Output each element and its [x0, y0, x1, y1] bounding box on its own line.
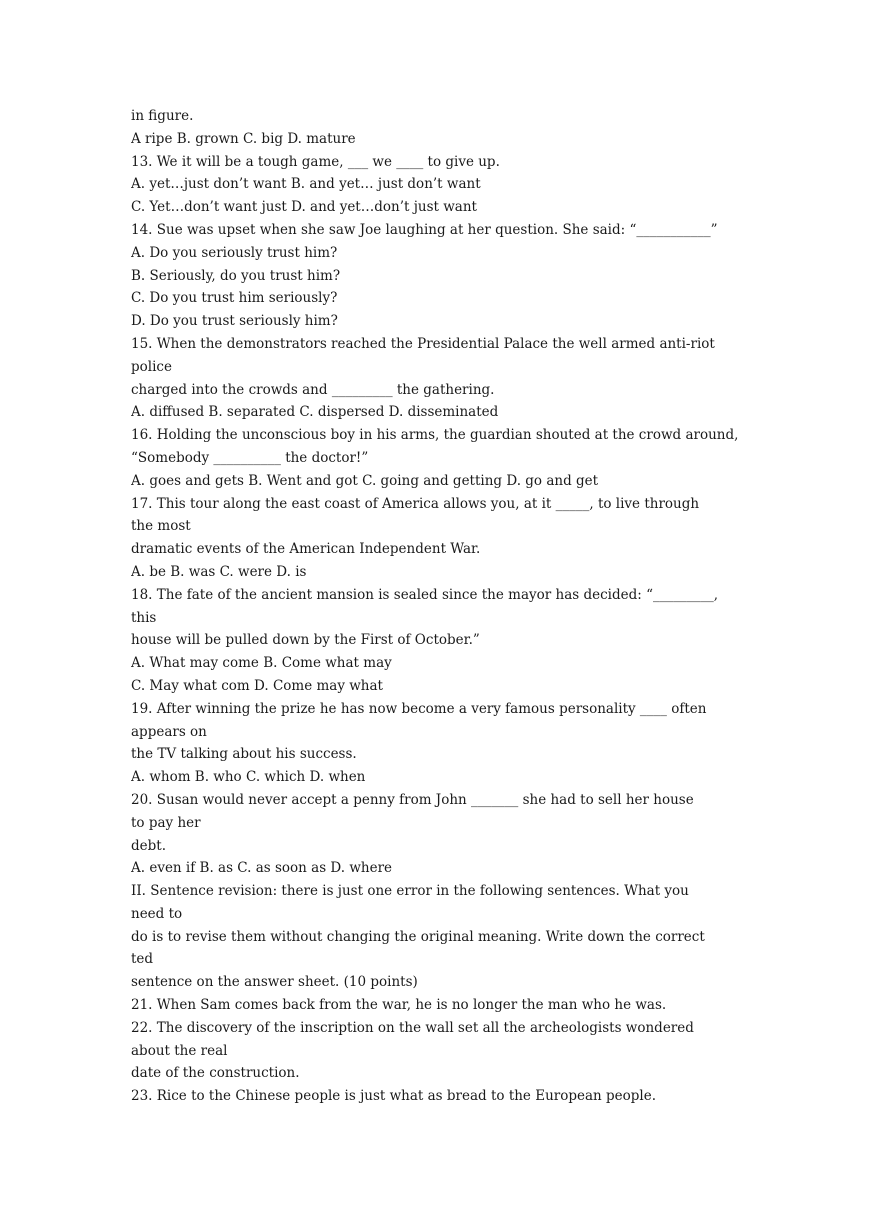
question-15-cont: charged into the crowds and _________ the gathering. [131, 381, 495, 398]
question-22-cont: about the real [131, 1042, 228, 1059]
question-15: 15. When the demonstrators reached the Presidential Palace the well armed anti-riot [131, 335, 715, 352]
answer-options-17: A. be B. was C. were D. is [131, 563, 307, 580]
text-line: in figure. [131, 108, 194, 124]
question-14: 14. Sue was upset when she saw Joe laughing at her question. She said: “___________” [131, 221, 718, 238]
question-21: 21. When Sam comes back from the war, he is no longer the man who he was. [131, 997, 667, 1014]
answer-options-19: A. whom B. who C. which D. when [131, 769, 366, 786]
question-18-cont: this [131, 609, 157, 626]
answer-option-14-c: C. Do you trust him seriously? [131, 290, 338, 307]
question-20: 20. Susan would never accept a penny from John _______ she had to sell her house [131, 791, 694, 808]
answer-options-16: A. goes and gets B. Went and got C. going and getting D. go and get [131, 472, 599, 489]
question-22-cont: date of the construction. [131, 1065, 300, 1082]
section-heading: II. Sentence revision: there is just one error in the following sentences. What you [131, 883, 689, 900]
question-19: 19. After winning the prize he has now become a very famous personality ____ often [131, 700, 707, 717]
answer-options-13-ab: A. yet…just don’t want B. and yet… just don’t want [131, 176, 481, 193]
question-18-cont: house will be pulled down by the First of October.” [131, 632, 480, 649]
exam-text [131, 105, 746, 1108]
section-heading-cont: sentence on the answer sheet. (10 points) [131, 974, 418, 991]
question-17-cont: dramatic events of the American Independent War. [131, 541, 481, 558]
section-heading-cont: do is to revise them without changing the original meaning. Write down the correct [131, 928, 705, 945]
answer-options-13-cd: C. Yet…don’t want just D. and yet…don’t just want [131, 199, 477, 216]
question-20-cont: debt. [131, 837, 166, 854]
question-17: 17. This tour along the east coast of America allows you, at it _____, to live through [131, 495, 700, 512]
question-23: 23. Rice to the Chinese people is just what as bread to the European people. [131, 1088, 657, 1105]
question-17-cont: the most [131, 518, 191, 535]
section-heading-cont: ted [131, 951, 154, 968]
question-19-cont: the TV talking about his success. [131, 746, 357, 763]
question-20-cont: to pay her [131, 814, 201, 831]
question-15-cont: police [131, 358, 172, 375]
question-22: 22. The discovery of the inscription on the wall set all the archeologists wondered [131, 1019, 694, 1036]
answer-options-18-ab: A. What may come B. Come what may [131, 655, 392, 672]
answer-options-20: A. even if B. as C. as soon as D. where [131, 860, 393, 877]
answer-option-14-d: D. Do you trust seriously him? [131, 313, 338, 330]
question-16: 16. Holding the unconscious boy in his arms, the guardian shouted at the crowd around, [131, 427, 739, 444]
answer-options-15: A. diffused B. separated C. dispersed D. disseminated [131, 404, 499, 421]
answer-options-18-cd: C. May what com D. Come may what [131, 677, 383, 694]
answer-options-12: A ripe B. grown C. big D. mature [131, 130, 356, 147]
question-13: 13. We it will be a tough game, ___ we ____ to give up. [131, 153, 500, 170]
section-heading-cont: need to [131, 905, 183, 922]
question-19-cont: appears on [131, 723, 207, 740]
question-16-cont: “Somebody __________ the doctor!” [131, 449, 369, 466]
question-18: 18. The fate of the ancient mansion is sealed since the mayor has decided: “_________, [131, 586, 719, 603]
answer-option-14-a: A. Do you seriously trust him? [131, 244, 338, 261]
answer-option-14-b: B. Seriously, do you trust him? [131, 267, 341, 284]
